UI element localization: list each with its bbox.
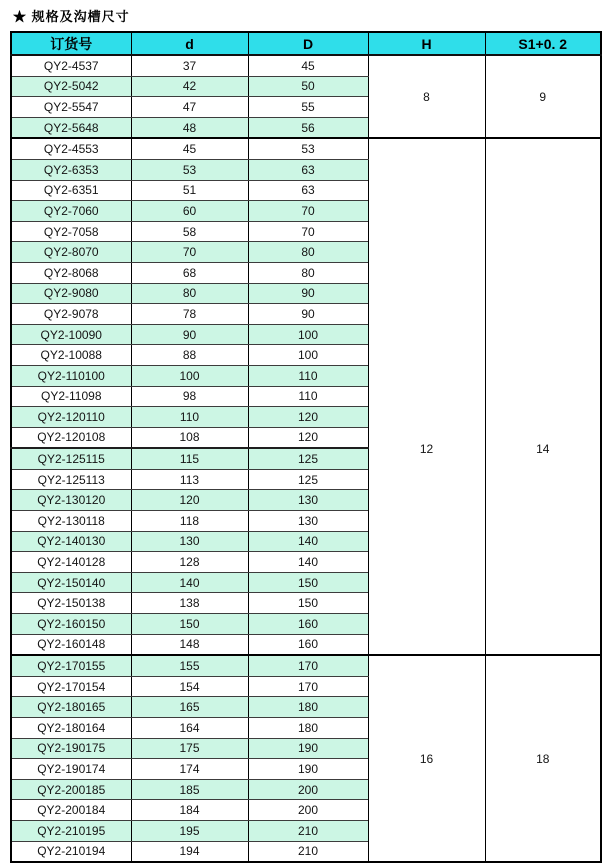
order-no-cell: QY2-4537 xyxy=(11,55,131,76)
d-value-cell: 45 xyxy=(131,138,248,159)
dd-value-cell: 200 xyxy=(248,800,368,821)
col-header-h: H xyxy=(368,32,485,55)
d-value-cell: 128 xyxy=(131,552,248,573)
col-header-d: d xyxy=(131,32,248,55)
d-value-cell: 175 xyxy=(131,738,248,759)
d-value-cell: 110 xyxy=(131,407,248,428)
spec-table xyxy=(10,31,602,863)
spec-table-header xyxy=(11,32,601,55)
dd-value-cell: 130 xyxy=(248,490,368,511)
dd-value-cell: 110 xyxy=(248,386,368,407)
order-no-cell: QY2-8068 xyxy=(11,262,131,283)
order-no-cell: QY2-140130 xyxy=(11,531,131,552)
table-row xyxy=(11,55,601,76)
dd-value-cell: 120 xyxy=(248,407,368,428)
order-no-cell: QY2-180165 xyxy=(11,697,131,718)
order-no-cell: QY2-180164 xyxy=(11,718,131,739)
dd-value-cell: 90 xyxy=(248,304,368,325)
table-row xyxy=(11,655,601,676)
d-value-cell: 70 xyxy=(131,242,248,263)
d-value-cell: 58 xyxy=(131,221,248,242)
order-no-cell: QY2-140128 xyxy=(11,552,131,573)
d-value-cell: 37 xyxy=(131,55,248,76)
d-value-cell: 51 xyxy=(131,180,248,201)
d-value-cell: 150 xyxy=(131,614,248,635)
d-value-cell: 115 xyxy=(131,448,248,469)
dd-value-cell: 63 xyxy=(248,180,368,201)
order-no-cell: QY2-4553 xyxy=(11,138,131,159)
order-no-cell: QY2-210194 xyxy=(11,841,131,862)
dd-value-cell: 120 xyxy=(248,427,368,448)
dd-value-cell: 53 xyxy=(248,138,368,159)
order-no-cell: QY2-160148 xyxy=(11,634,131,655)
order-no-cell: QY2-125113 xyxy=(11,469,131,490)
dd-value-cell: 55 xyxy=(248,97,368,118)
dd-value-cell: 125 xyxy=(248,469,368,490)
dd-value-cell: 140 xyxy=(248,531,368,552)
d-value-cell: 174 xyxy=(131,759,248,780)
spec-table-body xyxy=(11,55,601,862)
order-no-cell: QY2-11098 xyxy=(11,386,131,407)
header-row xyxy=(11,32,601,55)
dd-value-cell: 63 xyxy=(248,159,368,180)
d-value-cell: 60 xyxy=(131,201,248,222)
col-header-order-no: 订货号 xyxy=(11,32,131,55)
table-row xyxy=(11,138,601,159)
order-no-cell: QY2-200184 xyxy=(11,800,131,821)
order-no-cell: QY2-6351 xyxy=(11,180,131,201)
d-value-cell: 130 xyxy=(131,531,248,552)
dd-value-cell: 190 xyxy=(248,759,368,780)
d-value-cell: 48 xyxy=(131,117,248,138)
d-value-cell: 98 xyxy=(131,386,248,407)
order-no-cell: QY2-5547 xyxy=(11,97,131,118)
order-no-cell: QY2-130118 xyxy=(11,511,131,532)
d-value-cell: 148 xyxy=(131,634,248,655)
d-value-cell: 80 xyxy=(131,283,248,304)
dd-value-cell: 160 xyxy=(248,614,368,635)
d-value-cell: 68 xyxy=(131,262,248,283)
order-no-cell: QY2-125115 xyxy=(11,448,131,469)
order-no-cell: QY2-160150 xyxy=(11,614,131,635)
dd-value-cell: 80 xyxy=(248,262,368,283)
order-no-cell: QY2-8070 xyxy=(11,242,131,263)
dd-value-cell: 140 xyxy=(248,552,368,573)
d-value-cell: 118 xyxy=(131,511,248,532)
order-no-cell: QY2-210195 xyxy=(11,820,131,841)
dd-value-cell: 180 xyxy=(248,697,368,718)
d-value-cell: 195 xyxy=(131,820,248,841)
order-no-cell: QY2-7058 xyxy=(11,221,131,242)
order-no-cell: QY2-190175 xyxy=(11,738,131,759)
dd-value-cell: 160 xyxy=(248,634,368,655)
dd-value-cell: 150 xyxy=(248,593,368,614)
dd-value-cell: 170 xyxy=(248,676,368,697)
d-value-cell: 90 xyxy=(131,324,248,345)
order-no-cell: QY2-150140 xyxy=(11,572,131,593)
h-value-cell: 8 xyxy=(368,55,485,138)
dd-value-cell: 70 xyxy=(248,201,368,222)
dd-value-cell: 90 xyxy=(248,283,368,304)
dd-value-cell: 150 xyxy=(248,572,368,593)
dd-value-cell: 210 xyxy=(248,820,368,841)
d-value-cell: 100 xyxy=(131,365,248,386)
h-value-cell: 16 xyxy=(368,655,485,862)
dd-value-cell: 130 xyxy=(248,511,368,532)
d-value-cell: 113 xyxy=(131,469,248,490)
dd-value-cell: 56 xyxy=(248,117,368,138)
dd-value-cell: 100 xyxy=(248,345,368,366)
order-no-cell: QY2-130120 xyxy=(11,490,131,511)
d-value-cell: 164 xyxy=(131,718,248,739)
order-no-cell: QY2-190174 xyxy=(11,759,131,780)
dd-value-cell: 50 xyxy=(248,76,368,97)
d-value-cell: 194 xyxy=(131,841,248,862)
dd-value-cell: 100 xyxy=(248,324,368,345)
d-value-cell: 108 xyxy=(131,427,248,448)
order-no-cell: QY2-5042 xyxy=(11,76,131,97)
d-value-cell: 155 xyxy=(131,655,248,676)
dd-value-cell: 200 xyxy=(248,779,368,800)
dd-value-cell: 170 xyxy=(248,655,368,676)
order-no-cell: QY2-10090 xyxy=(11,324,131,345)
dd-value-cell: 180 xyxy=(248,718,368,739)
page-title: ★ 规格及沟槽尺寸 xyxy=(13,9,130,24)
order-no-cell: QY2-5648 xyxy=(11,117,131,138)
d-value-cell: 165 xyxy=(131,697,248,718)
order-no-cell: QY2-120108 xyxy=(11,427,131,448)
dd-value-cell: 190 xyxy=(248,738,368,759)
d-value-cell: 184 xyxy=(131,800,248,821)
d-value-cell: 53 xyxy=(131,159,248,180)
d-value-cell: 140 xyxy=(131,572,248,593)
dd-value-cell: 70 xyxy=(248,221,368,242)
order-no-cell: QY2-6353 xyxy=(11,159,131,180)
d-value-cell: 78 xyxy=(131,304,248,325)
dd-value-cell: 80 xyxy=(248,242,368,263)
order-no-cell: QY2-9078 xyxy=(11,304,131,325)
h-value-cell: 12 xyxy=(368,138,485,655)
s1-value-cell: 18 xyxy=(485,655,601,862)
s1-value-cell: 9 xyxy=(485,55,601,138)
order-no-cell: QY2-170155 xyxy=(11,655,131,676)
d-value-cell: 42 xyxy=(131,76,248,97)
d-value-cell: 47 xyxy=(131,97,248,118)
order-no-cell: QY2-200185 xyxy=(11,779,131,800)
d-value-cell: 138 xyxy=(131,593,248,614)
order-no-cell: QY2-150138 xyxy=(11,593,131,614)
order-no-cell: QY2-10088 xyxy=(11,345,131,366)
dd-value-cell: 125 xyxy=(248,448,368,469)
order-no-cell: QY2-170154 xyxy=(11,676,131,697)
order-no-cell: QY2-9080 xyxy=(11,283,131,304)
d-value-cell: 154 xyxy=(131,676,248,697)
s1-value-cell: 14 xyxy=(485,138,601,655)
d-value-cell: 120 xyxy=(131,490,248,511)
col-header-dd: D xyxy=(248,32,368,55)
order-no-cell: QY2-7060 xyxy=(11,201,131,222)
dd-value-cell: 110 xyxy=(248,365,368,386)
dd-value-cell: 45 xyxy=(248,55,368,76)
order-no-cell: QY2-120110 xyxy=(11,407,131,428)
order-no-cell: QY2-110100 xyxy=(11,365,131,386)
d-value-cell: 88 xyxy=(131,345,248,366)
dd-value-cell: 210 xyxy=(248,841,368,862)
d-value-cell: 185 xyxy=(131,779,248,800)
col-header-s1: S1+0. 2 xyxy=(485,32,601,55)
